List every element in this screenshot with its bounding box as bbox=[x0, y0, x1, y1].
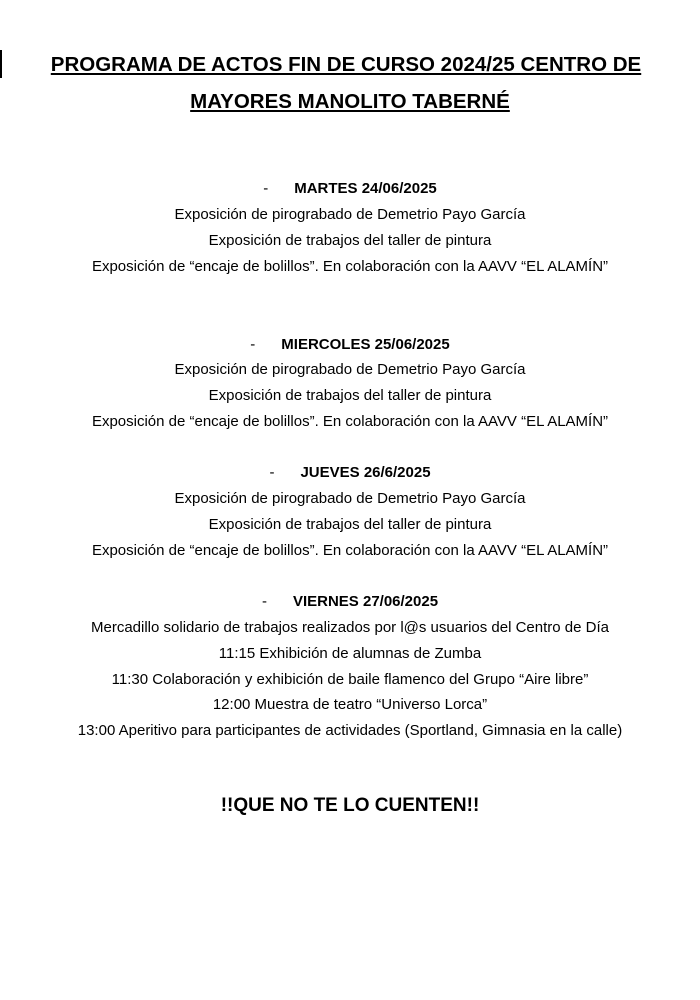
list-item: Exposición de trabajos del taller de pintura bbox=[208, 516, 492, 533]
list-item: Exposición de pirograbado de Demetrio Payo García bbox=[174, 206, 526, 223]
list-item: 13:00 Aperitivo para participantes de actividades (Sportland, Gimnasia en la calle) bbox=[77, 722, 623, 739]
day-heading-miercoles bbox=[0, 336, 700, 353]
day-heading-jueves bbox=[0, 464, 700, 481]
document-title-line-1: PROGRAMA DE ACTOS FIN DE CURSO 2024/25 CENTRO DE bbox=[50, 53, 642, 76]
day-title: JUEVES 26/6/2025 bbox=[300, 464, 431, 481]
list-item: 12:00 Muestra de teatro “Universo Lorca” bbox=[212, 696, 488, 713]
list-item: Exposición de pirograbado de Demetrio Payo García bbox=[174, 490, 526, 507]
list-item: 11:30 Colaboración y exhibición de baile flamenco del Grupo “Aire libre” bbox=[111, 671, 589, 688]
list-item: Mercadillo solidario de trabajos realizados por l@s usuarios del Centro de Día bbox=[91, 619, 609, 636]
list-item: Exposición de “encaje de bolillos”. En colaboración con la AAVV “EL ALAMÍN” bbox=[91, 413, 609, 430]
day-heading-viernes bbox=[0, 593, 700, 610]
closing-slogan: !!QUE NO TE LO CUENTEN!! bbox=[220, 795, 480, 816]
day-heading-martes bbox=[0, 180, 700, 197]
list-item: Exposición de trabajos del taller de pintura bbox=[208, 232, 492, 249]
day-title: MIERCOLES 25/06/2025 bbox=[281, 336, 450, 353]
list-item: 11:15 Exhibición de alumnas de Zumba bbox=[218, 645, 482, 662]
list-item: Exposición de “encaje de bolillos”. En colaboración con la AAVV “EL ALAMÍN” bbox=[91, 258, 609, 275]
bullet-dash: - bbox=[261, 593, 267, 610]
bullet-dash: - bbox=[250, 336, 256, 353]
document-title-line-2: MAYORES MANOLITO TABERNÉ bbox=[190, 90, 510, 113]
bullet-dash: - bbox=[269, 464, 275, 481]
list-item: Exposición de “encaje de bolillos”. En colaboración con la AAVV “EL ALAMÍN” bbox=[91, 542, 609, 559]
bullet-dash: - bbox=[263, 180, 269, 197]
list-item: Exposición de trabajos del taller de pintura bbox=[208, 387, 492, 404]
day-title: MARTES 24/06/2025 bbox=[294, 180, 437, 197]
day-title: VIERNES 27/06/2025 bbox=[292, 593, 439, 610]
list-item: Exposición de pirograbado de Demetrio Payo García bbox=[174, 361, 526, 378]
